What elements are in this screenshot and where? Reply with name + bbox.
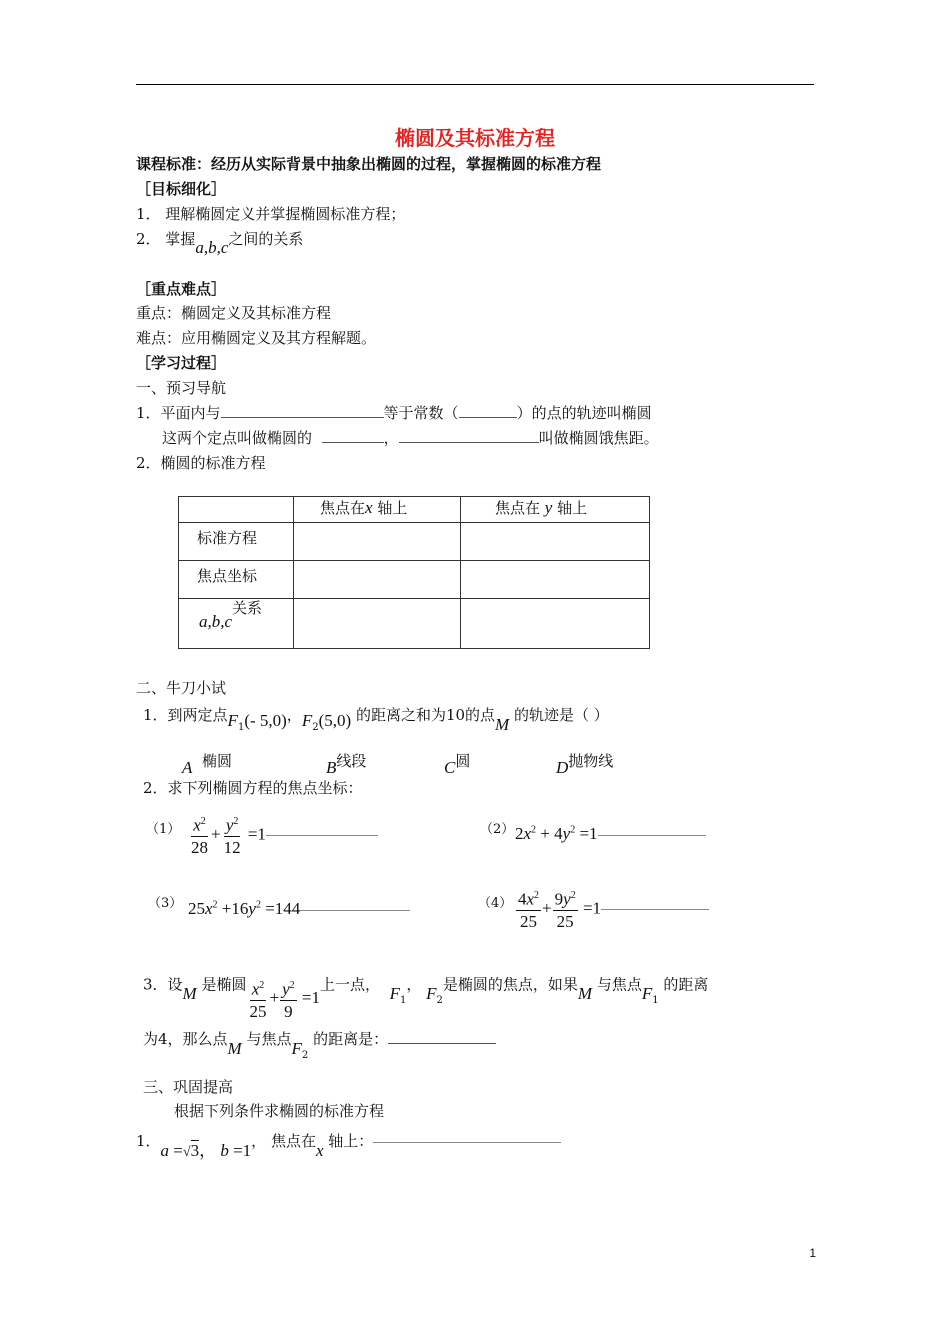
tq3-text-d: 是椭圆的焦点，如果 [442, 975, 578, 994]
tq3-text-g: 为4，那么点 [143, 1030, 228, 1048]
label-3: （3） [148, 896, 183, 911]
label-2: （2） [480, 822, 515, 837]
goal-item-2-prefix: 2． 掌握 [136, 230, 196, 248]
goal-item-2-math: a,b,c [195, 238, 229, 257]
row-abc-tail: 关系 [232, 599, 263, 617]
blank-2[interactable] [459, 403, 517, 418]
tq1-text-b: 的距离之和为10的点 [355, 706, 496, 724]
preview-question-1 [136, 402, 652, 423]
q1-text-e: ， [383, 429, 399, 447]
process-header: ［学习过程］ [136, 354, 227, 372]
f2-sub: 2 [312, 722, 319, 733]
option-c-text: 圆 [455, 752, 471, 770]
q1-text-f: 叫做椭圆饿焦距。 [538, 429, 659, 447]
option-b-letter: B [326, 758, 337, 777]
answer-line-5[interactable] [388, 1029, 496, 1044]
blank-4[interactable] [399, 428, 539, 443]
blank-1[interactable] [221, 403, 384, 418]
row-standard-equation: 标准方程 [179, 523, 294, 561]
tq3-text-i: 的距离是： [313, 1030, 389, 1048]
option-a-text: 椭圆 [201, 752, 232, 770]
tq3-f1: F [389, 984, 400, 1004]
tq3-text-e: 与焦点 [596, 975, 642, 994]
focus-line: 重点：椭圆定义及其标准方程 [136, 304, 332, 322]
consolidate-intro: 根据下列条件求椭圆的标准方程 [174, 1102, 385, 1120]
tq3-point-m: M [182, 984, 197, 1004]
f2-symbol: F [301, 711, 313, 730]
tq3-f1-2: F [641, 984, 653, 1004]
option-c-letter: C [444, 758, 456, 777]
header-y-var: y [544, 498, 553, 517]
goal-item-2 [136, 228, 304, 257]
tq3-text-b: 是椭圆 [201, 975, 247, 994]
point-m: M [495, 715, 510, 734]
preview-question-1-cont [162, 427, 659, 448]
option-a-letter: A [182, 758, 193, 777]
header-x-tail: 轴上 [377, 499, 408, 517]
cq1-condition-math: a =√3， b =1 [160, 1141, 252, 1160]
preview-question-2: 2．椭圆的标准方程 [136, 454, 266, 472]
trial-heading: 二、牛刀小试 [136, 679, 227, 697]
cq1-var: x [315, 1141, 324, 1160]
option-d[interactable] [556, 750, 614, 777]
f2-coord: (5,0) [318, 711, 352, 730]
f1-symbol: F [227, 711, 238, 730]
consolidate-heading: 三、巩固提高 [143, 1078, 234, 1096]
tq3-comma: ， [406, 975, 422, 994]
tq3-f2-sub: 2 [436, 995, 443, 1007]
tq3-point-m-2: M [577, 984, 593, 1004]
label-4: （4） [478, 896, 513, 911]
course-standard: 课程标准：经历从实际背景中抽象出椭圆的过程，掌握椭圆的标准方程 [136, 155, 602, 173]
trial-question-3: 3．设M 是椭圆 $\frac{x^2}{25}$ + $\frac{y^2}{9}$ =1上一点， $F_1$， $F_2$是椭圆的焦点，如果M 与焦点$F_1$ 的距离 [143, 975, 709, 1021]
f1-sub: 1 [237, 722, 245, 733]
tq3-f1-sub-2: 1 [652, 995, 659, 1007]
key-header: ［重点难点］ [136, 280, 227, 298]
q1-text-d: 这两个定点叫做椭圆的 [162, 429, 313, 447]
tq3-text-a: 3．设 [143, 975, 183, 994]
option-d-text: 抛物线 [568, 752, 614, 770]
cq1-num: 1． [136, 1132, 161, 1150]
cell-x-focus[interactable] [294, 561, 461, 599]
equation-3: $25x^2 +16y^2 =144$ [188, 899, 410, 919]
cell-x-relation[interactable] [294, 599, 461, 649]
label-1: （1） [146, 822, 181, 837]
header-y-text: 焦点在 [495, 499, 541, 517]
difficulty-line: 难点：应用椭圆定义及其方程解题。 [136, 329, 377, 347]
equation-table [178, 496, 650, 649]
row-abc-relation [179, 599, 294, 649]
preview-heading: 一、预习导航 [136, 379, 227, 397]
tq3-text-f: 的距离 [663, 975, 709, 994]
cell-y-relation[interactable] [461, 599, 650, 649]
tq3-f2-sub-2: 2 [301, 1050, 309, 1061]
cell-x-equation[interactable] [294, 523, 461, 561]
equation-2: $2x^2 + 4y^2 =1$ [515, 824, 706, 844]
goal-item-2-suffix: 之间的关系 [228, 230, 304, 248]
page-number: 1 [809, 1246, 816, 1260]
tq3-text-h: 与焦点 [246, 1030, 292, 1048]
answer-line-2[interactable] [598, 835, 706, 836]
trial-question-1 [143, 704, 609, 734]
table-corner [179, 497, 294, 523]
header-x-text: 焦点在 [320, 499, 366, 517]
cq1-cond: 焦点在 [270, 1132, 316, 1150]
tq3-text-c: 上一点， [320, 975, 381, 994]
row-abc-math: a,b,c [199, 612, 233, 631]
option-b-text: 线段 [336, 752, 367, 770]
tq1-comma: ， [286, 706, 302, 724]
cell-y-equation[interactable] [461, 523, 650, 561]
consolidate-question-1: 1．a =√3， b =1， 焦点在x 轴上： [136, 1126, 561, 1151]
f1-coord: (- 5,0) [244, 711, 287, 730]
equation-4: $\frac{4x^2}{25}$ + $\frac{9y^2}{25}$ =1 [515, 886, 709, 933]
option-d-letter: D [556, 758, 569, 777]
option-b[interactable] [326, 750, 367, 777]
tq1-text-c: 的轨迹是（ ） [513, 706, 609, 724]
q1-text-c: ）的点的轨迹叫椭圆 [516, 404, 652, 422]
tq3-point-m-3: M [227, 1039, 242, 1058]
tq1-text-a: 1．到两定点 [143, 706, 228, 724]
header-x-var: x [365, 498, 373, 517]
row-focus-coordinates: 焦点坐标 [179, 561, 294, 599]
answer-line-4[interactable] [601, 909, 709, 910]
blank-3[interactable] [322, 428, 384, 443]
header-rule [136, 84, 814, 85]
trial-question-2: 2．求下列椭圆方程的焦点坐标： [143, 779, 363, 797]
q1-text-b: 等于常数（ [383, 404, 459, 422]
header-y-axis [461, 497, 650, 523]
goal-item-1: 1． 理解椭圆定义并掌握椭圆标准方程； [136, 205, 406, 223]
q1-text-a: 1．平面内与 [136, 404, 221, 422]
page-title: 椭圆及其标准方程 [395, 126, 555, 150]
cell-y-focus[interactable] [461, 561, 650, 599]
cq1-tail: 轴上： [328, 1132, 374, 1150]
option-a[interactable] [182, 750, 232, 777]
equation-1: $\frac{x^2}{28}$ + $\frac{y^2}{12}$ =1 [188, 812, 378, 859]
header-y-tail: 轴上 [557, 499, 588, 517]
tq3-f2: F [426, 984, 437, 1004]
tq3-f2-2: F [291, 1039, 302, 1058]
header-x-axis [294, 497, 461, 523]
tq3-f1-sub: 1 [399, 995, 407, 1007]
goals-header: ［目标细化］ [136, 180, 227, 198]
option-c[interactable] [444, 750, 471, 777]
trial-question-3-cont [143, 1028, 496, 1061]
answer-line-1[interactable] [266, 835, 378, 836]
answer-line-6[interactable] [373, 1142, 561, 1143]
answer-line-3[interactable] [300, 910, 410, 911]
